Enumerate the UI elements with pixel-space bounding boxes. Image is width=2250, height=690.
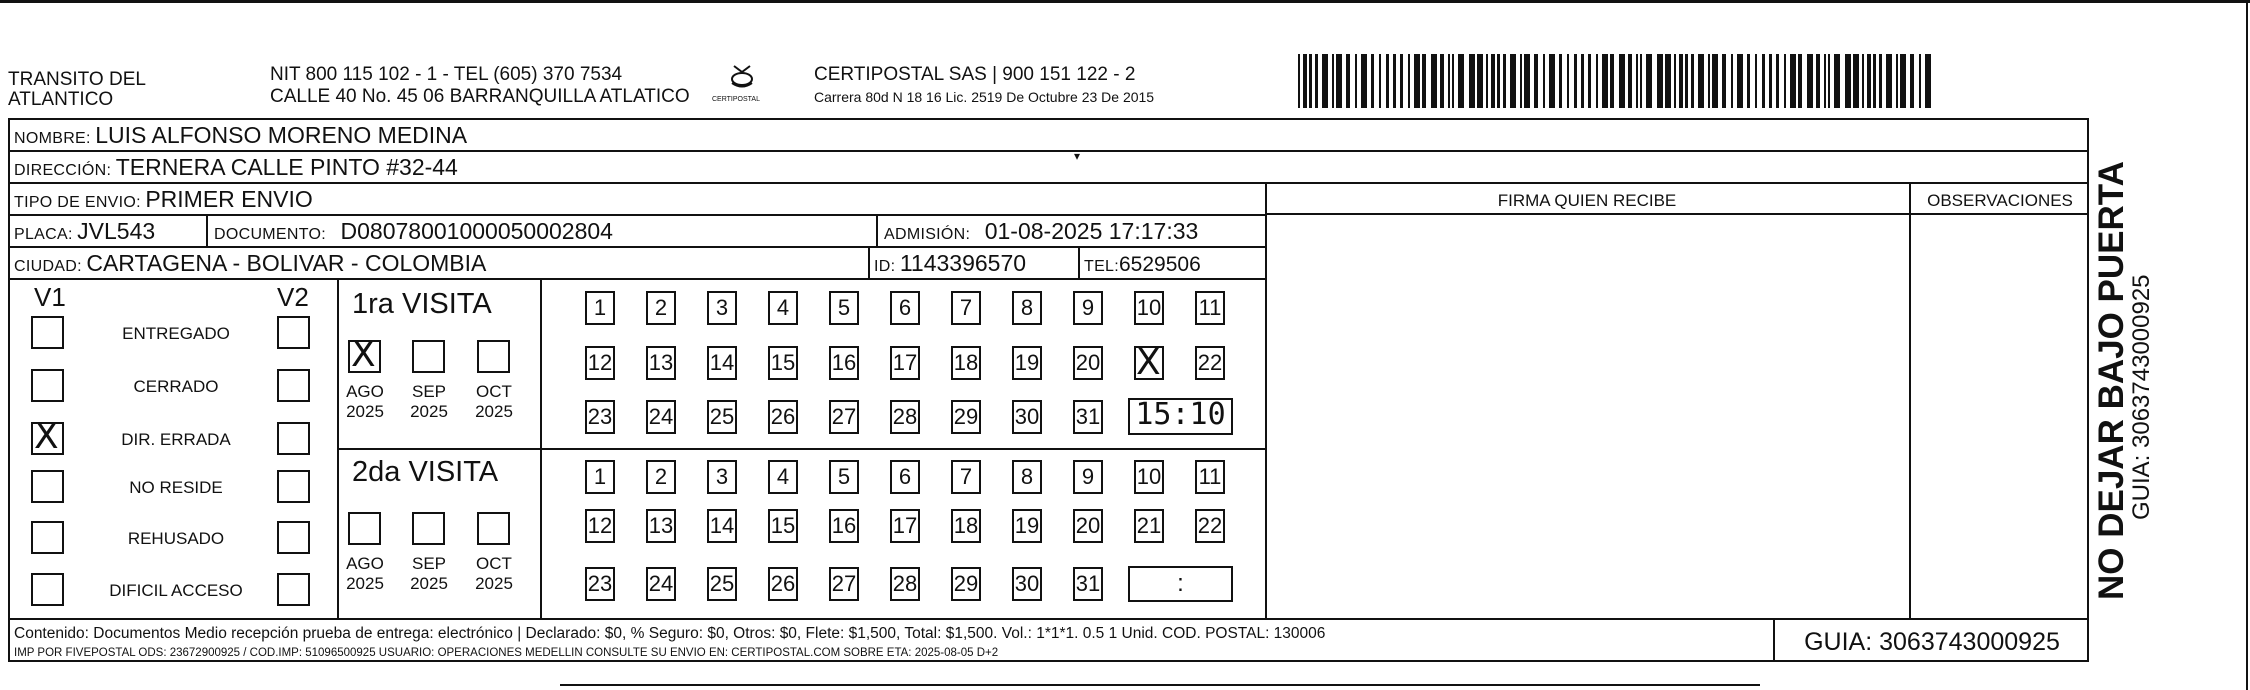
day-box[interactable]: 16 [829,346,859,380]
day-box[interactable]: 12 [585,509,615,543]
day-box[interactable]: 8 [1012,291,1042,325]
month-year: 2025 [410,574,448,593]
documento-field: DOCUMENTO: D08078001000050002804 [214,218,613,244]
observations-area[interactable] [1911,216,2089,618]
side-guia: GUIA: 3063743000925 [2128,274,2155,520]
barcode-bar [1469,54,1475,108]
barcode-bar [1910,54,1914,108]
barcode-bar [1925,54,1931,108]
barcode-bar [1755,54,1757,108]
admision-field: ADMISIÓN: 01-08-2025 17:17:33 [884,218,1199,244]
documento-value: D08078001000050002804 [340,218,613,244]
barcode-bar [1414,54,1420,108]
firma-header: FIRMA QUIEN RECIBE [1497,191,1677,210]
month-year: 2025 [410,402,448,421]
observaciones-header: OBSERVACIONES [1927,191,2073,210]
month-label: SEP [411,382,447,401]
barcode-bar [1588,54,1591,108]
day-box[interactable]: 28 [890,567,920,601]
carrier-license: Carrera 80d N 18 16 Lic. 2519 De Octubre 23 De 2015 [814,89,1155,105]
day-box[interactable]: 11 [1195,291,1225,325]
barcode-bar [1679,54,1683,108]
v1-checkbox[interactable] [31,369,64,402]
v2-header: V2 [277,282,309,312]
day-box[interactable]: 13 [646,509,676,543]
barcode-bar [1708,54,1710,108]
barcode-bar [1596,54,1598,108]
barcode-bar [1747,54,1750,108]
status-label: CERRADO [133,377,219,396]
v1-check-mark: X [34,416,59,457]
row-divider [8,214,1267,216]
barcode-bar [1355,54,1357,108]
day-box[interactable]: 31 [1073,567,1103,601]
status-label: NO RESIDE [129,478,223,497]
v2-checkbox[interactable] [277,422,310,455]
month-year: 2025 [475,574,513,593]
barcode-bar [1322,54,1328,108]
day-box[interactable]: 24 [646,567,676,601]
barcode-bar [1685,54,1688,108]
day-box[interactable]: 20 [1073,509,1103,543]
day-box[interactable]: 10 [1134,460,1164,494]
v2-checkbox[interactable] [277,573,310,606]
day-box[interactable]: 21 [1134,509,1164,543]
side-text [2092,130,2155,600]
contenido-line: Contenido: Documentos Medio recepción prueba de entrega: electrónico | Declarado: $0, % Seguro: $0, Otros: $0, Flete: $1,500, Total: $1,500. Vol.: 1*1*1. 0.5 1 Unid. COD. POSTAL: 130006 [14,625,1326,642]
barcode-bar [1807,54,1813,108]
visit2-time: : [1177,570,1184,597]
day-box[interactable]: 7 [951,460,981,494]
tipo-field: TIPO DE ENVIO: PRIMER ENVIO [14,186,313,212]
visit1-time: 15:10 [1135,397,1226,432]
direccion-value: TERNERA CALLE PINTO #32-44 [115,154,458,180]
page-right-edge [2246,0,2248,690]
id-value: 1143396570 [899,250,1027,276]
v1-checkbox[interactable] [31,470,64,503]
barcode-bar [1559,54,1562,108]
day-box[interactable]: 17 [890,509,920,543]
barcode-bar [1873,54,1876,108]
barcode [1298,54,1932,108]
placa-value: JVL543 [77,218,156,244]
barcode-bar [1853,54,1859,108]
barcode-bar [1896,54,1898,108]
status-label: REHUSADO [127,529,225,548]
day-box[interactable]: 30 [1012,567,1042,601]
barcode-bar [1379,54,1381,108]
row-divider [8,618,2089,620]
barcode-bar [1440,54,1444,108]
barcode-bar [1298,54,1300,108]
status-label: DIR. ERRADA [121,430,231,449]
day-box[interactable]: 1 [585,291,615,325]
col-divider [206,214,208,246]
day-box[interactable]: 13 [646,346,676,380]
month-label: AGO [346,554,384,573]
barcode-bar [1393,54,1396,108]
v2-checkbox[interactable] [277,316,310,349]
column-header-divider [1265,213,2089,215]
month-year: 2025 [475,402,513,421]
barcode-bar [1712,54,1718,108]
day-box[interactable]: 10 [1134,291,1164,325]
day-box[interactable]: 2 [646,460,676,494]
day-box[interactable]: 14 [707,346,737,380]
barcode-bar [1303,54,1307,108]
barcode-bar [1602,54,1608,108]
month-label: AGO [346,382,384,401]
v2-checkbox[interactable] [277,470,310,503]
barcode-bar [1798,54,1802,108]
barcode-bar [1828,54,1830,108]
day-box[interactable]: 31 [1073,400,1103,434]
barcode-bar [1491,54,1495,108]
stray-mark: ▾ [1074,149,1081,163]
barcode-bar [1534,54,1538,108]
footer-guia: GUIA: 3063743000925 [1804,628,2060,656]
day-box[interactable]: 3 [707,291,737,325]
tipo-value: PRIMER ENVIO [145,186,313,212]
day-box[interactable]: 22 [1195,509,1225,543]
barcode-bar [1762,54,1765,108]
page-top-edge [0,0,2250,3]
barcode-bar [1790,54,1796,108]
barcode-bar [1657,54,1663,108]
barcode-bar [1784,54,1786,108]
ciudad-value: CARTAGENA - BOLIVAR - COLOMBIA [86,250,487,276]
certipostal-logo: CERTIPOSTAL [712,62,772,106]
nombre-value: LUIS ALFONSO MORENO MEDINA [95,122,468,148]
day-box[interactable]: 9 [1073,460,1103,494]
day-box[interactable]: 6 [890,291,920,325]
no-dejar-warning: NO DEJAR BAJO PUERTA [2092,161,2131,600]
day-box[interactable]: 19 [1012,346,1042,380]
day-box[interactable]: 7 [951,291,981,325]
day-box[interactable]: 25 [707,400,737,434]
month-checkbox[interactable] [477,512,510,545]
barcode-bar [1549,54,1555,108]
carrier-line: CERTIPOSTAL SAS | 900 151 122 - 2 [814,64,1136,85]
nombre-field: NOMBRE: LUIS ALFONSO MORENO MEDINA [14,122,468,148]
direccion-field: DIRECCIÓN: TERNERA CALLE PINTO #32-44 [14,154,458,180]
barcode-bar [1769,54,1772,108]
barcode-bar [1731,54,1733,108]
barcode-bar [1776,54,1779,108]
day-box[interactable]: 30 [1012,400,1042,434]
barcode-bar [1346,54,1350,108]
day-box[interactable]: 19 [1012,509,1042,543]
imp-line: IMP POR FIVEPOSTAL ODS: 23672900925 / COD.IMP: 51096500925 USUARIO: OPERACIONES MEDELLIN CONSULTE SU ENVIO EN: CERTIPOSTAL.COM SOBRE ETA: 2025-08-05 D+2 [14,647,999,659]
barcode-bar [1879,54,1882,108]
day-box[interactable]: 29 [951,400,981,434]
status-label: ENTREGADO [122,324,230,343]
barcode-bar [1698,54,1704,108]
barcode-bar [1834,54,1840,108]
barcode-bar [1309,54,1312,108]
barcode-bar [1722,54,1726,108]
col-divider [876,214,878,246]
barcode-bar [1674,54,1676,108]
day-box[interactable]: 27 [829,567,859,601]
tel-value: 6529506 [1119,253,1201,276]
day-box[interactable]: 29 [951,567,981,601]
col-divider [868,246,870,278]
month-label: SEP [411,554,447,573]
sender-name-line2: ATLANTICO [8,89,114,110]
barcode-bar [1431,54,1437,108]
day-box[interactable]: 6 [890,460,920,494]
day-box[interactable]: 18 [951,346,981,380]
tel-field: TEL:6529506 [1084,253,1201,276]
barcode-bar [1737,54,1743,108]
barcode-bar [1691,54,1694,108]
day-box[interactable]: 26 [768,400,798,434]
barcode-bar [1315,54,1318,108]
barcode-bar [1336,54,1342,108]
barcode-bar [1567,54,1569,108]
day-box[interactable]: 4 [768,460,798,494]
day-box[interactable]: 23 [585,567,615,601]
month-year: 2025 [346,402,384,421]
day-box[interactable]: 28 [890,400,920,434]
day-check-mark: X [1136,342,1161,383]
barcode-bar [1900,54,1906,108]
barcode-bar [1520,54,1522,108]
barcode-bar [1361,54,1367,108]
ciudad-field: CIUDAD: CARTAGENA - BOLIVAR - COLOMBIA [14,250,487,276]
barcode-bar [1497,54,1500,108]
month-checkbox[interactable] [412,340,445,373]
barcode-bar [1867,54,1871,108]
day-box[interactable]: 4 [768,291,798,325]
v1-checkbox[interactable] [31,316,64,349]
barcode-bar [1371,54,1374,108]
id-field: ID: 1143396570 [874,250,1027,276]
month-year: 2025 [346,574,384,593]
day-box[interactable]: 26 [768,567,798,601]
barcode-bar [1640,54,1642,108]
day-box[interactable]: 3 [707,460,737,494]
day-box[interactable]: 1 [585,460,615,494]
day-box[interactable]: 15 [768,346,798,380]
barcode-bar [1581,54,1584,108]
barcode-bar [1486,54,1488,108]
barcode-bar [1886,54,1892,108]
barcode-bar [1636,54,1638,108]
barcode-bar [1665,54,1671,108]
v1-checkbox[interactable] [31,573,64,606]
month-checkbox[interactable] [477,340,510,373]
v2-checkbox[interactable] [277,521,310,554]
day-box[interactable]: 18 [951,509,981,543]
barcode-bar [1628,54,1632,108]
barcode-bar [1400,54,1403,108]
barcode-bar [1574,54,1577,108]
day-box[interactable]: 27 [829,400,859,434]
barcode-bar [1477,54,1483,108]
day-box[interactable]: 22 [1195,346,1225,380]
row-divider [8,278,1267,280]
day-box[interactable]: 5 [829,460,859,494]
v1-checkbox[interactable] [31,521,64,554]
day-box[interactable]: 12 [585,346,615,380]
sender-name-line1: TRANSITO DEL [8,69,146,90]
visit-divider [337,448,1267,450]
barcode-bar [1862,54,1864,108]
barcode-bar [1610,54,1614,108]
day-box[interactable]: 2 [646,291,676,325]
day-box[interactable]: 20 [1073,346,1103,380]
day-box[interactable]: 25 [707,567,737,601]
barcode-bar [1845,54,1851,108]
barcode-bar [1332,54,1334,108]
sender-nit: NIT 800 115 102 - 1 - TEL (605) 370 7534 [270,64,623,85]
visit2-title: 2da VISITA [352,456,499,488]
day-box[interactable]: 15 [768,509,798,543]
signature-area[interactable] [1267,216,1909,618]
admision-value: 01-08-2025 17:17:33 [984,218,1199,244]
day-box[interactable]: 11 [1195,460,1225,494]
barcode-bar [1816,54,1820,108]
day-box[interactable]: 16 [829,509,859,543]
sender-address: CALLE 40 No. 45 06 BARRANQUILLA ATLATICO [270,86,690,107]
visit1-title: 1ra VISITA [352,288,492,320]
barcode-bar [1422,54,1426,108]
day-box[interactable]: 8 [1012,460,1042,494]
barcode-bar [1408,54,1410,108]
status-label: DIFICIL ACCESO [109,581,243,600]
month-checkbox[interactable] [348,512,381,545]
day-box[interactable]: 14 [707,509,737,543]
barcode-bar [1543,54,1545,108]
day-box[interactable]: 17 [890,346,920,380]
day-box[interactable]: 24 [646,400,676,434]
day-box[interactable]: 9 [1073,291,1103,325]
page-bottom-edge [560,684,1760,686]
barcode-bar [1619,54,1625,108]
row-divider [8,182,2089,184]
barcode-bar [1448,54,1450,108]
barcode-bar [1510,54,1516,108]
month-checkbox[interactable] [412,512,445,545]
barcode-bar [1524,54,1530,108]
day-box[interactable]: 23 [585,400,615,434]
barcode-bar [1386,54,1389,108]
placa-field: PLACA: JVL543 [14,218,156,244]
barcode-bar [1503,54,1506,108]
col-divider [1078,246,1080,278]
day-box[interactable]: 5 [829,291,859,325]
barcode-bar [1458,54,1464,108]
row-divider [8,150,2089,152]
month-label: OCT [476,554,512,573]
v2-checkbox[interactable] [277,369,310,402]
month-label: OCT [476,382,512,401]
barcode-bar [1452,54,1454,108]
v1-header: V1 [34,282,66,312]
barcode-bar [1824,54,1826,108]
month-check-mark: X [351,334,376,375]
barcode-bar [1646,54,1652,108]
barcode-bar [1919,54,1921,108]
